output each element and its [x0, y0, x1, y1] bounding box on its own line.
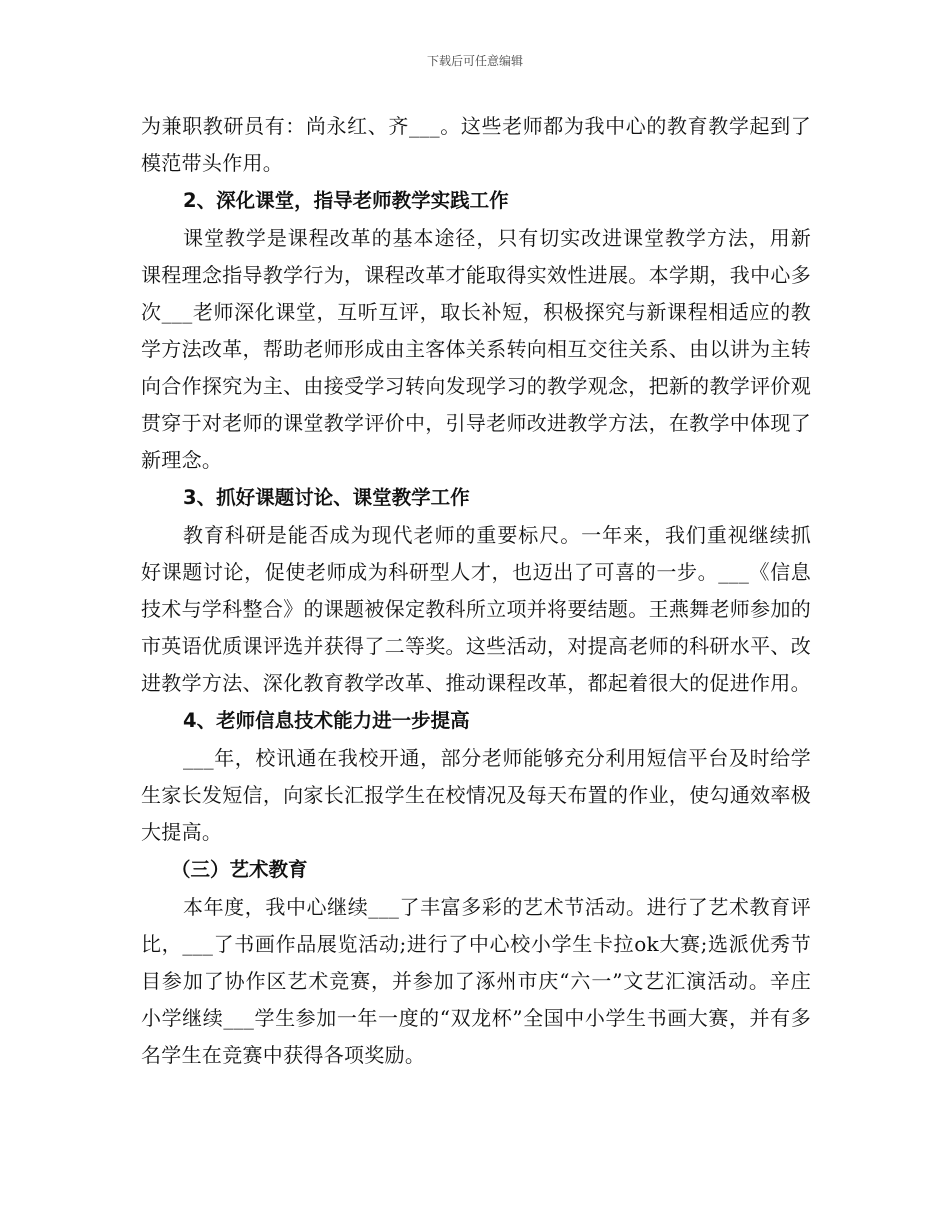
- paragraph-it-skills: ___年，校讯通在我校开通，部分老师能够充分利用短信平台及时给学生家长发短信，向家长汇报学生在校情况及每天布置的作业，使勾通效率极大提高。: [141, 746, 811, 844]
- paragraph-classroom: 课堂教学是课程改革的基本途径，只有切实改进课堂教学方法，用新课程理念指导教学行为，课程改革才能取得实效性进展。本学期，我中心多次___老师深化课堂，互听互评，取长补短，积极探究与新课程相适应的教学方法改革，帮助老师形成由主客体关系转向相互交往关系、由以讲为主转向合作探究为主、由接受学习转向发现学习的教学观念，把新的教学评价观贯穿于对老师的课堂教学评价中，引导老师改进教学方法，在教学中体现了新理念。: [141, 226, 811, 472]
- paragraph-research: 教育科研是能否成为现代老师的重要标尺。一年来，我们重视继续抓好课题讨论，促使老师成为科研型人才，也迈出了可喜的一步。___《信息技术与学科整合》的课题被保定教科所立项并将要结题。王燕舞老师参加的市英语优质课评选并获得了二等奖。这些活动，对提高老师的科研水平、改进教学方法、深化教育教学改革、推动课程改革，都起着很大的促进作用。: [141, 523, 811, 695]
- heading-it-skills: 4、老师信息技术能力进一步提高: [183, 709, 470, 732]
- heading-classroom: 2、深化课堂，指导老师教学实践工作: [183, 189, 509, 212]
- paragraph-intro: 为兼职教研员有：尚永红、齐___。这些老师都为我中心的教育教学起到了模范带头作用。: [141, 114, 811, 175]
- heading-research: 3、抓好课题讨论、课堂教学工作: [183, 486, 470, 509]
- paragraph-art-education: 本年度，我中心继续___了丰富多彩的艺术节活动。进行了艺术教育评比，___了书画作品展览活动;进行了中心校小学生卡拉ok大赛;选派优秀节目参加了协作区艺术竞赛，并参加了涿州市庆“六一”文艺汇演活动。辛庄小学继续___学生参加一年一度的“双龙杯”全国中小学生书画大赛，并有多名学生在竞赛中获得各项奖励。: [141, 895, 811, 1067]
- document-body: [141, 108, 811, 1074]
- page-header: 下载后可任意编辑: [426, 54, 523, 68]
- heading-art-education: （三）艺术教育: [171, 858, 308, 881]
